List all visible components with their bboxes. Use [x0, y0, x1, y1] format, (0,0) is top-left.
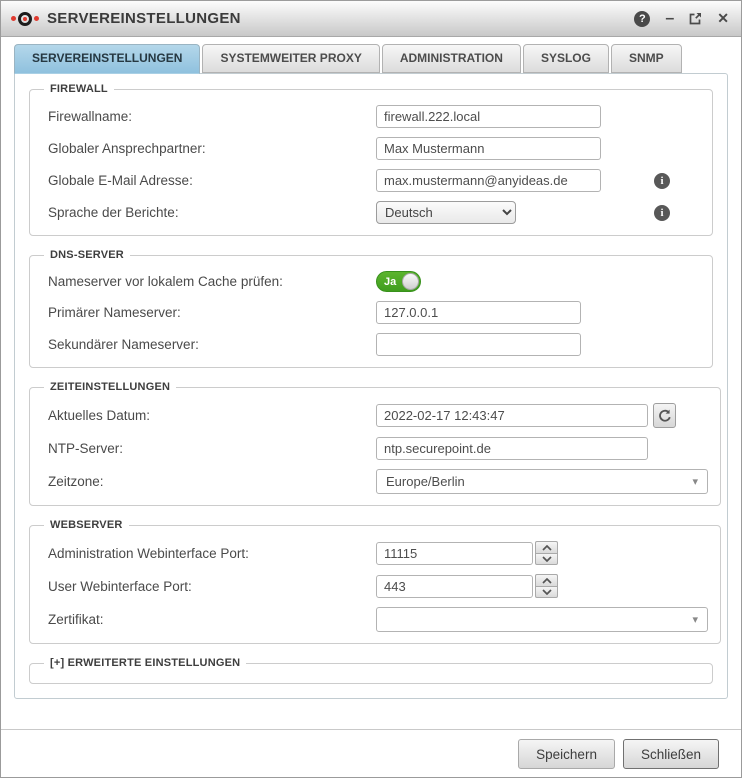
secondary-nameserver-label: Sekundärer Nameserver:	[48, 337, 199, 352]
popout-icon[interactable]	[689, 12, 702, 25]
refresh-date-button[interactable]	[653, 403, 676, 428]
global-contact-label: Globaler Ansprechpartner:	[48, 141, 206, 156]
dialog-body	[1, 37, 741, 719]
report-language-row	[48, 201, 700, 224]
ntp-server-input[interactable]	[376, 437, 648, 460]
secondary-nameserver-input[interactable]	[376, 333, 581, 356]
dns-section-legend: DNS-SERVER	[50, 249, 124, 261]
toggle-on-label: Ja	[384, 275, 397, 288]
dns-check-row	[48, 271, 700, 292]
report-language-select[interactable]	[376, 201, 516, 224]
global-email-label: Globale E-Mail Adresse:	[48, 173, 193, 188]
dialog-footer	[1, 729, 741, 777]
global-contact-input[interactable]	[376, 137, 601, 160]
timezone-row	[48, 469, 708, 494]
tab-syslog[interactable]: SYSLOG	[523, 44, 609, 73]
timezone-label: Zeitzone:	[48, 474, 104, 489]
admin-port-stepper	[535, 541, 558, 565]
certificate-row	[48, 607, 708, 632]
dns-check-label: Nameserver vor lokalem Cache prüfen:	[48, 274, 283, 289]
admin-port-row	[48, 541, 708, 565]
window-controls	[634, 10, 729, 27]
tab-bar	[14, 44, 728, 73]
refresh-icon	[658, 409, 672, 423]
dialog-title: SERVEREINSTELLUNGEN	[47, 10, 241, 27]
primary-nameserver-label: Primärer Nameserver:	[48, 305, 181, 320]
dns-check-toggle[interactable]	[376, 271, 421, 292]
firewall-name-row	[48, 105, 700, 128]
help-icon[interactable]: ?	[634, 11, 650, 27]
primary-nameserver-input[interactable]	[376, 301, 581, 324]
minimize-icon[interactable]: –	[665, 9, 675, 27]
primary-nameserver-row	[48, 301, 700, 324]
user-port-row	[48, 574, 708, 598]
report-language-info-icon[interactable]: i	[654, 205, 670, 221]
tab-snmp[interactable]: SNMP	[611, 44, 682, 73]
firewall-section	[29, 83, 713, 236]
tab-systemweiter-proxy[interactable]: SYSTEMWEITER PROXY	[202, 44, 379, 73]
close-icon[interactable]: ✕	[717, 10, 729, 26]
ntp-server-row	[48, 437, 708, 460]
toggle-knob	[402, 273, 419, 290]
user-port-label: User Webinterface Port:	[48, 578, 192, 594]
webserver-section-legend: WEBSERVER	[50, 519, 123, 531]
advanced-settings-section	[29, 657, 713, 684]
current-date-row	[48, 403, 708, 428]
firewall-name-input[interactable]	[376, 105, 601, 128]
webserver-section	[29, 519, 721, 644]
chevron-down-icon: ▾	[692, 614, 698, 626]
chevron-down-icon: ▾	[692, 476, 698, 488]
securepoint-logo-icon	[11, 12, 39, 26]
step-up-icon[interactable]	[535, 574, 558, 586]
firewall-section-legend: FIREWALL	[50, 83, 108, 95]
global-email-input[interactable]	[376, 169, 601, 192]
report-language-label: Sprache der Berichte:	[48, 205, 179, 220]
timezone-value: Europe/Berlin	[386, 474, 465, 489]
step-up-icon[interactable]	[535, 541, 558, 553]
dns-section	[29, 249, 713, 368]
global-email-row	[48, 169, 700, 192]
timezone-dropdown[interactable]	[376, 469, 708, 494]
user-port-input[interactable]	[376, 575, 533, 598]
current-date-input[interactable]	[376, 404, 648, 427]
secondary-nameserver-row	[48, 333, 700, 356]
title-bar	[1, 1, 741, 37]
firewall-name-label: Firewallname:	[48, 109, 133, 124]
time-section	[29, 381, 721, 506]
step-down-icon[interactable]	[535, 553, 558, 565]
global-contact-row	[48, 137, 700, 160]
current-date-label: Aktuelles Datum:	[48, 408, 151, 423]
admin-port-label: Administration Webinterface Port:	[48, 545, 249, 561]
close-button[interactable]: Schließen	[623, 739, 719, 769]
certificate-label: Zertifikat:	[48, 612, 104, 627]
time-section-legend: ZEITEINSTELLUNGEN	[50, 381, 171, 393]
ntp-server-label: NTP-Server:	[48, 441, 124, 456]
email-info-icon[interactable]: i	[654, 173, 670, 189]
tab-panel	[14, 73, 728, 699]
user-port-stepper	[535, 574, 558, 598]
admin-port-input[interactable]	[376, 542, 533, 565]
certificate-dropdown[interactable]	[376, 607, 708, 632]
tab-servereinstellungen[interactable]: SERVEREINSTELLUNGEN	[14, 44, 200, 74]
tab-administration[interactable]: ADMINISTRATION	[382, 44, 521, 73]
step-down-icon[interactable]	[535, 586, 558, 598]
save-button[interactable]: Speichern	[518, 739, 615, 769]
advanced-settings-legend[interactable]: [+] ERWEITERTE EINSTELLUNGEN	[50, 657, 241, 669]
